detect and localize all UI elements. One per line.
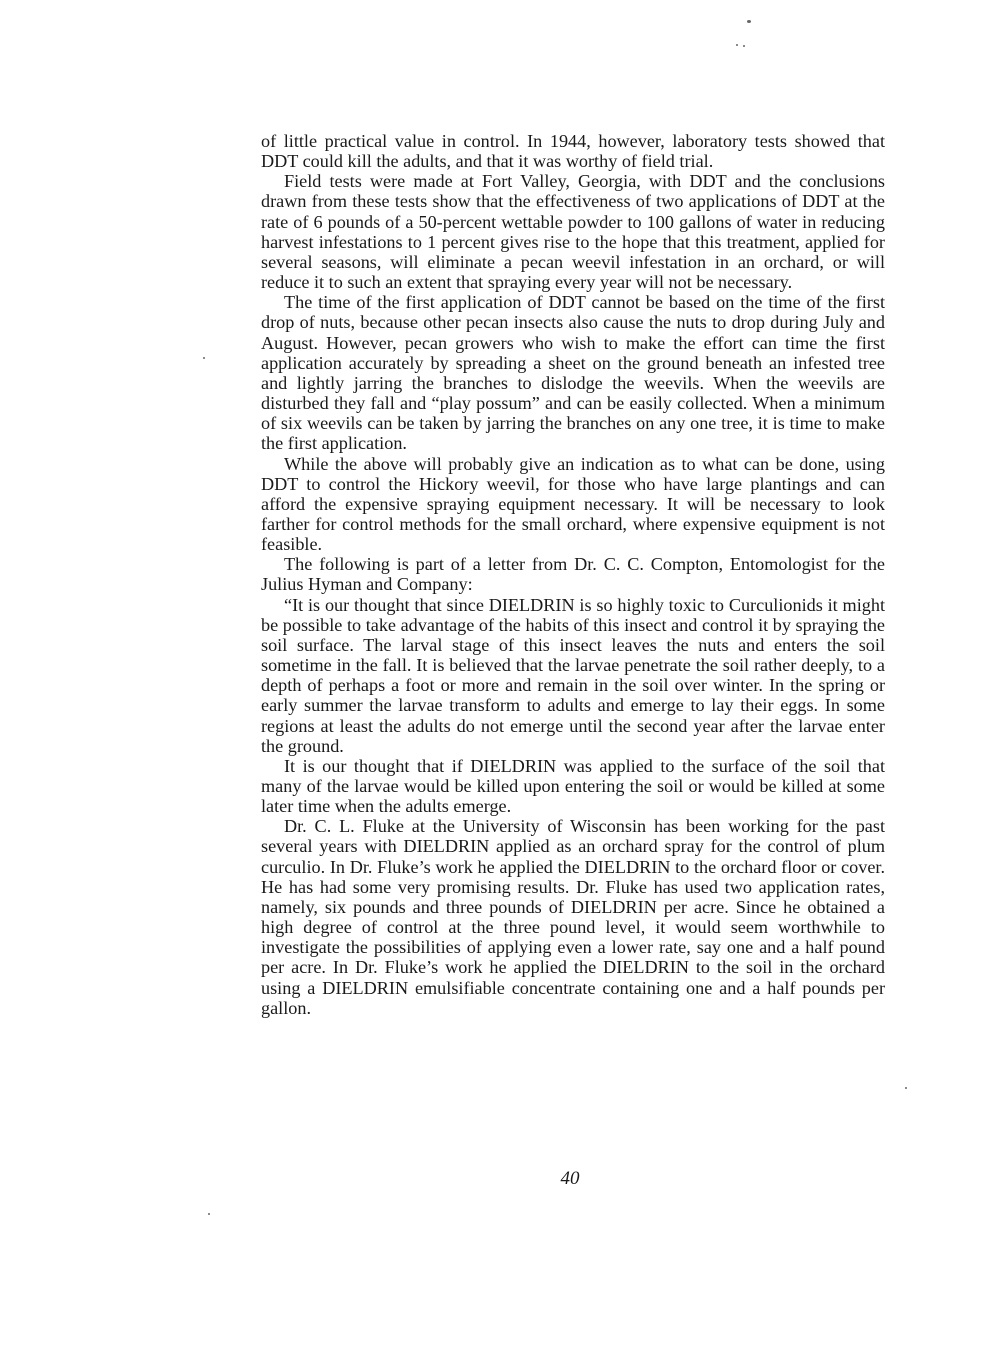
scan-speck (208, 1213, 210, 1215)
scan-speck (203, 357, 205, 359)
page-number: 40 (560, 1168, 580, 1189)
paragraph: The time of the first application of DDT cannot be based on the time of the first drop of nuts, because other pecan insects also cause the nuts to drop during July and August. However, pecan growers who wish to make the effort can time the first application accurately by spreading a sheet on the ground beneath an infested tree and lightly jarring the branches to dislodge the weevils. When the weevils are disturbed they fall and “play possum” and can be easily collected. When a minimum of six weevils can be taken by jarring the branches on any one tree, it is time to make the first application. (261, 292, 885, 454)
paragraph: “It is our thought that since DIELDRIN is so highly toxic to Curculionids it might be possible to take advantage of the habits of this insect and control it by spraying the soil surface. The larval stage of this insect leaves the nuts and enters the soil sometime in the fall. It is believed that the larvae penetrate the soil rather deeply, to a depth of perhaps a foot or more and remain in the soil over winter. In the spring or early summer the larvae transform to adults and emerge to lay their eggs. In some regions at least the adults do not emerge until the second year after the larvae enter the ground. (261, 594, 885, 756)
paragraph: It is our thought that if DIELDRIN was applied to the surface of the soil that many of the larvae would be killed upon entering the soil or would be killed at some later time when the adults emerge. (261, 755, 885, 817)
scan-speck (736, 44, 738, 46)
scan-speck (747, 20, 751, 23)
paragraph: While the above will probably give an indication as to what can be done, using DDT to control the Hickory weevil, for those who have large plantings and can afford the expensive spraying equipment necessary. It will be necessary to look farther for control methods for the small orchard, where expensive equipment is not feasible. (261, 453, 885, 555)
scan-speck (905, 1087, 907, 1089)
paragraph: Dr. C. L. Fluke at the University of Wisconsin has been working for the past several years with DIELDRIN applied as an orchard spray for the control of plum curculio. In Dr. Fluke’s work he applied the DIELDRIN to the orchard floor or cover. He has had some very promising results. Dr. Fluke has used two application rates, namely, six pounds and three pounds of DIELDRIN per acre. Since he obtained a high degree of control at the three pound level, it would seem worthwhile to investigate the possibilities of applying even a lower rate, say one and a half pound per acre. In Dr. Fluke’s work he applied the DIELDRIN to the soil in the orchard using a DIELDRIN emulsifiable concentrate containing one and a half pounds per gallon. (261, 816, 885, 1018)
document-body (261, 131, 885, 1018)
scan-speck (743, 45, 745, 47)
paragraph: Field tests were made at Fort Valley, Georgia, with DDT and the conclusions drawn from these tests show that the effectiveness of two applications of DDT at the rate of 6 pounds of a 50-percent wettable powder to 100 gallons of water in reducing harvest infestations to 1 percent gives rise to the hope that this treatment, applied for several seasons, will eliminate a pecan weevil infestation in an orchard, or will reduce it to such an extent that spraying every year will not be necessary. (261, 171, 885, 293)
paragraph: of little practical value in control. In 1944, however, laboratory tests showed that DDT could kill the adults, and that it was worthy of field trial. (261, 131, 885, 172)
paragraph: The following is part of a letter from Dr. C. C. Compton, Entomologist for the Julius Hyman and Company: (261, 554, 885, 595)
